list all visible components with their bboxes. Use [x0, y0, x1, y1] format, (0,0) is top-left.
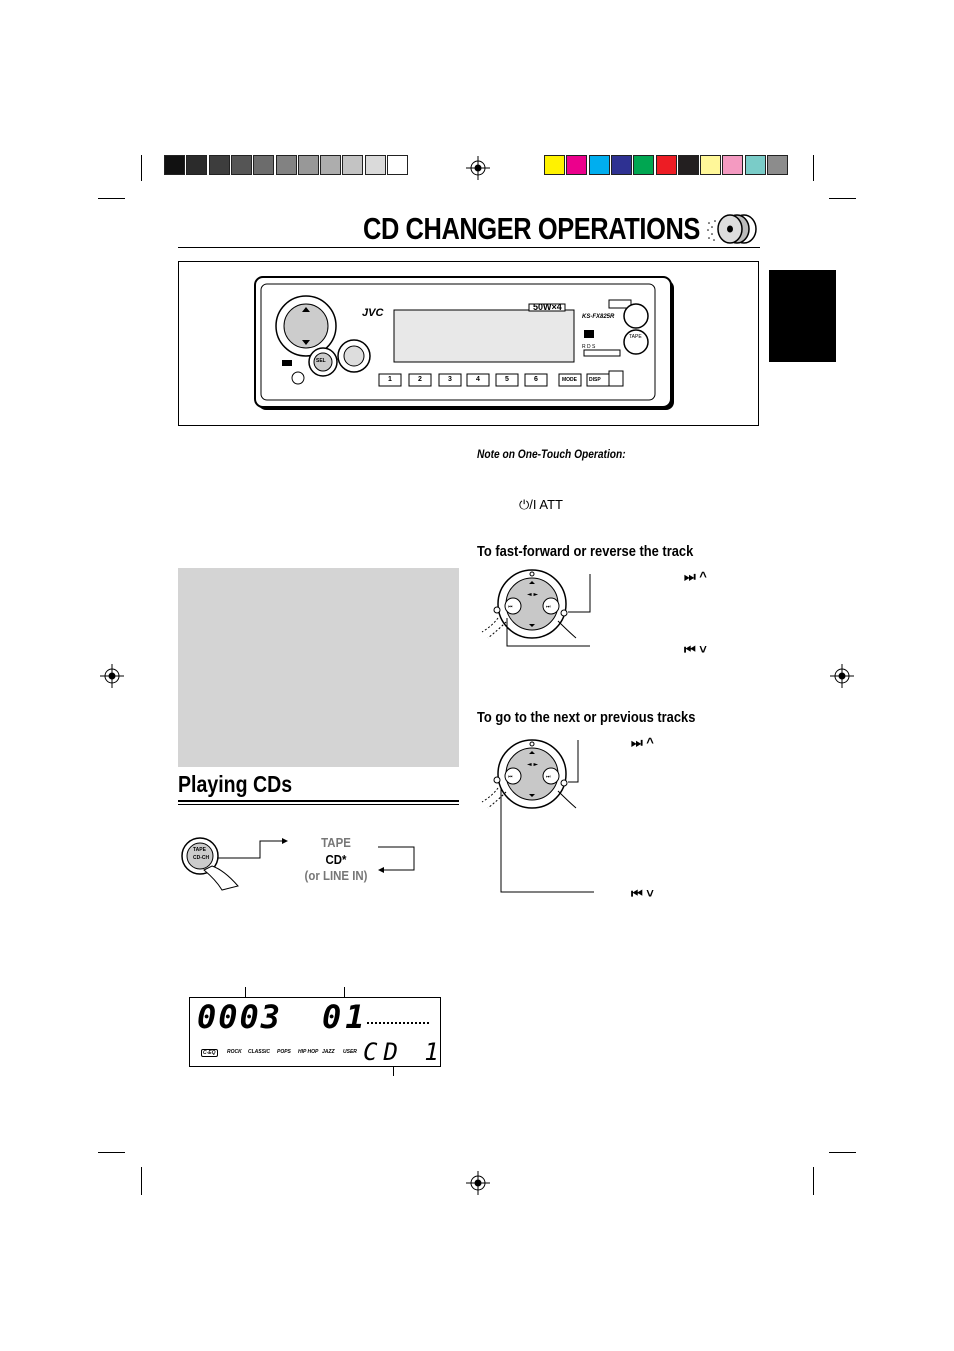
- gray-swatch: [186, 155, 207, 175]
- lcd-track: 01: [322, 998, 369, 1036]
- language-tab: [769, 270, 836, 362]
- fastforward-rev-symbol: ⏮ ˅: [684, 642, 707, 657]
- source-cycle-item: (or LINE IN): [304, 868, 368, 883]
- crop-mark: [813, 1167, 814, 1195]
- info-panel: [178, 568, 459, 767]
- radio-power: 50W×4: [533, 302, 562, 312]
- color-swatch: [566, 155, 587, 175]
- svg-text:⏮: ⏮: [508, 604, 513, 610]
- gray-swatch: [365, 155, 386, 175]
- lcd-time: 0003: [197, 998, 283, 1036]
- svg-text:◄ ►: ◄ ►: [527, 761, 539, 768]
- preset-button-label: 5: [505, 376, 509, 383]
- eq-mode-label: HIP HOP: [298, 1049, 319, 1055]
- tape-cdch-button-diagram: [178, 830, 418, 900]
- lcd-leader: [344, 987, 345, 997]
- page-title: CD CHANGER OPERATIONS: [363, 211, 700, 246]
- button-tape-label: TAPE: [193, 847, 206, 853]
- button-cdch-label: CD-CH: [193, 855, 210, 861]
- preset-button-label: 6: [534, 376, 538, 383]
- eq-mode-label: CLASSIC: [248, 1049, 270, 1055]
- section-rule-thin: [178, 804, 459, 805]
- crop-mark: [141, 1167, 142, 1195]
- color-swatch: [589, 155, 610, 175]
- gray-swatch: [342, 155, 363, 175]
- color-swatch: [767, 155, 788, 175]
- registration-target: [466, 156, 490, 180]
- crop-mark: [98, 1152, 125, 1153]
- eq-mode-label: C-EQ: [203, 1050, 216, 1056]
- gray-swatch: [320, 155, 341, 175]
- radio-rds-label: R D S: [582, 344, 596, 350]
- color-swatch: [544, 155, 565, 175]
- gray-swatch: [387, 155, 408, 175]
- gray-swatch: [231, 155, 252, 175]
- title-rule: [178, 247, 760, 248]
- lcd-leader: [393, 1066, 394, 1076]
- color-swatch: [678, 155, 699, 175]
- cd-stack-icon: [704, 213, 760, 245]
- note-heading: Note on One-Touch Operation:: [477, 447, 626, 461]
- gray-swatch: [209, 155, 230, 175]
- svg-text:⏭: ⏭: [546, 774, 551, 780]
- crop-mark: [829, 198, 856, 199]
- color-swatch: [611, 155, 632, 175]
- radio-tape-label: TAPE: [629, 334, 642, 340]
- crop-mark: [141, 155, 142, 181]
- preset-button-label: 3: [448, 376, 452, 383]
- preset-button-label: 4: [476, 376, 480, 383]
- color-swatch: [745, 155, 766, 175]
- eq-mode-label: ROCK: [227, 1049, 242, 1055]
- radio-brand: JVC: [362, 307, 384, 319]
- svg-text:⏭: ⏭: [546, 604, 551, 610]
- nexttrack-fwd-symbol: ⏭ ^: [631, 735, 654, 750]
- fastforward-heading: To fast-forward or reverse the track: [477, 543, 694, 560]
- gray-swatch: [276, 155, 297, 175]
- radio-sel-label: SEL: [316, 358, 326, 364]
- crop-mark: [813, 155, 814, 181]
- registration-target: [830, 664, 854, 688]
- lcd-leader: [245, 987, 246, 997]
- preset-button-label: 2: [418, 376, 422, 383]
- fastforward-fwd-symbol: ⏭ ^: [684, 569, 707, 584]
- svg-text:⏮: ⏮: [508, 774, 513, 780]
- gray-swatch: [298, 155, 319, 175]
- control-pad-diagram: [478, 736, 594, 896]
- section-heading: Playing CDs: [178, 771, 293, 797]
- eq-mode-label: JAZZ: [322, 1049, 335, 1055]
- color-swatch: [700, 155, 721, 175]
- eq-mode-label: USER: [343, 1049, 357, 1055]
- section-rule-thick: [178, 800, 459, 802]
- radio-mode-label: MODE: [562, 377, 577, 383]
- gray-swatch: [164, 155, 185, 175]
- registration-target: [100, 664, 124, 688]
- nexttrack-rev-symbol: ⏮ ˅: [631, 886, 654, 901]
- gray-swatch: [253, 155, 274, 175]
- lcd-level-meter: [367, 1022, 429, 1027]
- crop-mark: [829, 1152, 856, 1153]
- control-pad-diagram: [478, 566, 594, 652]
- radio-disp-label: DISP: [589, 377, 601, 383]
- color-swatch: [722, 155, 743, 175]
- power-att-symbol: ⏻/I ATT: [519, 497, 563, 512]
- registration-target: [466, 1171, 490, 1195]
- nexttrack-heading: To go to the next or previous tracks: [477, 709, 696, 726]
- radio-model: KS-FX825R: [582, 314, 615, 320]
- lcd-disc: CD 1: [363, 1038, 445, 1066]
- source-cycle-item: TAPE: [321, 835, 351, 850]
- svg-text:◄ ►: ◄ ►: [527, 591, 539, 598]
- eq-mode-label: POPS: [277, 1049, 291, 1055]
- color-swatch: [633, 155, 654, 175]
- source-cycle-item: CD*: [325, 852, 347, 867]
- crop-mark: [98, 198, 125, 199]
- color-swatch: [656, 155, 677, 175]
- preset-button-label: 1: [388, 376, 392, 383]
- car-radio-illustration: [254, 276, 680, 414]
